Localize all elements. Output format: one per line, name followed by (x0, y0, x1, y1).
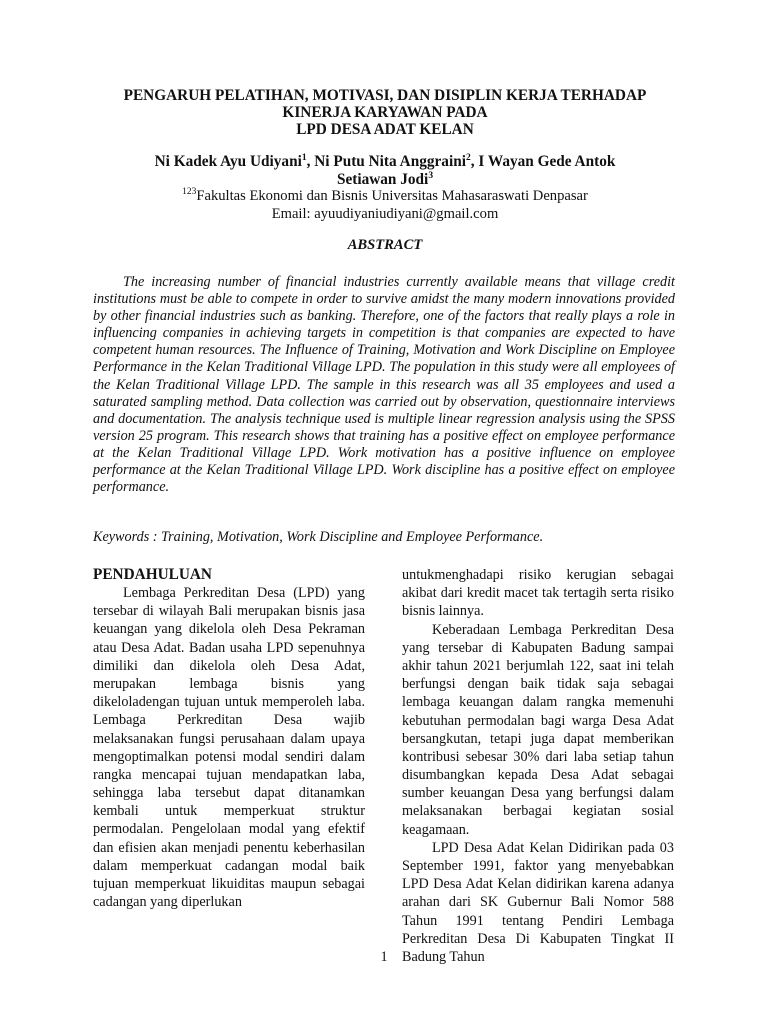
author-list (60, 153, 710, 189)
abstract-heading: ABSTRACT (347, 237, 423, 253)
right-column (402, 566, 674, 966)
affiliation-text: Fakultas Ekonomi dan Bisnis Universitas Mahasaraswati Denpasar (196, 188, 588, 204)
keywords-line: Keywords : Training, Motivation, Work Discipline and Employee Performance. (93, 529, 544, 545)
author-separator: , (470, 153, 479, 170)
author-superscript: 1 (301, 152, 307, 163)
author-name: I Wayan Gede Antok (478, 153, 616, 170)
section-heading: PENDAHULUAN (93, 566, 212, 583)
left-column (93, 565, 365, 911)
author-name: Ni Kadek Ayu Udiyani (154, 153, 302, 170)
body-paragraph: Keberadaan Lembaga Perkreditan Desa yang tersebar di Kabupaten Badung sampai akhir tahun 2021 berjumlah 122, saat ini telah berfungsi dengan baik tidak saja sebagai lembaga keuangan dalam rangka memenuhi kebutuhan permodalan bagi warga Desa Adat bersangkutan, tetapi juga dapat memberikan kontribusi sebesar 30% dari laba setiap tahun disumbangkan kepada Desa Adat sebagai sumber keuangan Desa yang berfungsi dalam melaksanakan berbagai kegiatan sosial keagamaan. (402, 621, 674, 838)
author-superscript: 2 (465, 152, 471, 163)
title-line: KINERJA KARYAWAN PADA (282, 104, 488, 121)
body-paragraph: LPD Desa Adat Kelan Didirikan pada 03 September 1991, faktor yang menyebabkan LPD Desa Adat Kelan didirikan karena adanya arahan dari SK Gubernur Bali Nomor 588 Tahun 1991 tentang Pendiri Lembaga Perkreditan Desa Di Kabupaten Tingkat II Badung Tahun (402, 839, 674, 965)
body-paragraph: untukmenghadapi risiko kerugian sebagai akibat dari kredit macet tak tertagih serta risiko bisnis lainnya. (402, 567, 674, 620)
affiliation-superscript: 123 (182, 187, 197, 198)
title-line: PENGARUH PELATIHAN, MOTIVASI, DAN DISIPLIN KERJA TERHADAP (123, 87, 647, 104)
abstract-text: The increasing number of financial industries currently available means that village credit institutions must be able to compete in order to survive amidst the many modern innovations provided by other financial industries such as banking. Therefore, one of the factors that really plays a role in influencing companies in achieving targets in competition is that companies are expected to have competent human resources. The Influence of Training, Motivation and Work Discipline on Employee Performance in the Kelan Traditional Village LPD. The population in this study were all employees of the Kelan Traditional Village LPD. The sample in this research was all 35 employees and used a saturated sampling method. Data collection was carried out by observation, questionnaire interviews and documentation. The analysis technique used is multiple linear regression analysis using the SPSS version 25 program. This research shows that training has a positive effect on employee performance at the Kelan Traditional Village LPD. Work motivation has a positive influence on employee performance at the Kelan Traditional Village LPD. Work discipline has a positive effect on employee performance. (93, 274, 675, 496)
author-separator: , (306, 153, 315, 170)
body-paragraph: Lembaga Perkreditan Desa (LPD) yang tersebar di wilayah Bali merupakan bisnis jasa keuangan yang dikelola oleh Desa Pekraman atau Desa Adat. Badan usaha LPD sepenuhnya dimiliki dan dikelola oleh Desa Adat, merupakan lembaga bisnis yang dikeloladengan tujuan untuk memperoleh laba. Lembaga Perkreditan Desa wajib melaksanakan fungsi perusahaan dalam upaya mengoptimalkan potensi modal sendiri dalam rangka mencapai tujuan mendapatkan laba, sehingga laba tersebut dapat ditanamkan kembali untuk memperkuat struktur permodalan. Pengelolaan modal yang efektif dan efisien akan menjadi penentu keberhasilan dalam memperkuat cadangan modal baik tujuan memperkuat likuiditas maupun sebagai cadangan yang diperlukan (93, 585, 365, 911)
paper-title (60, 87, 710, 138)
page-number: 1 (380, 949, 388, 965)
title-line: LPD DESA ADAT KELAN (296, 121, 474, 138)
author-email: Email: ayuudiyaniudiyani@gmail.com (271, 206, 499, 222)
author-superscript: 3 (428, 170, 434, 181)
affiliation-block (60, 187, 710, 223)
affiliation-line (60, 187, 710, 205)
author-name: Setiawan Jodi (336, 171, 429, 188)
author-line (60, 153, 710, 171)
author-name: Ni Putu Nita Anggraini (314, 153, 466, 170)
